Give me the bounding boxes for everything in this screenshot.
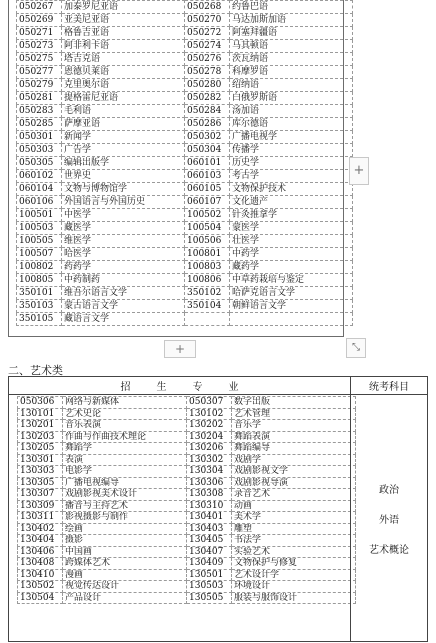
major-name: 传播学: [230, 144, 353, 157]
major-code: 130303: [18, 466, 63, 478]
table-row: [17, 196, 353, 209]
major-code: 050268: [185, 1, 230, 14]
majors-cell: [9, 395, 351, 642]
table-row: [17, 222, 353, 235]
major-name: 雕塑: [232, 523, 356, 535]
table-row: [18, 454, 356, 466]
add-row-button[interactable]: [164, 340, 196, 358]
table-row: [17, 92, 353, 105]
table-resize-handle[interactable]: [346, 338, 366, 358]
major-name: 藏医学: [62, 222, 185, 235]
major-name: 舞蹈编导: [232, 443, 356, 455]
major-name: 录音艺术: [232, 489, 356, 501]
major-name: 艺术设计学: [232, 569, 356, 581]
table-row: [17, 118, 353, 131]
major-code: 050273: [17, 40, 62, 53]
major-name: 哈医学: [62, 248, 185, 261]
art-major-list: [17, 396, 356, 604]
major-code: 050305: [17, 157, 62, 170]
major-code: 130503: [187, 581, 232, 593]
major-name: 绘画: [63, 523, 187, 535]
table-row: [17, 235, 353, 248]
major-code: 130405: [187, 535, 232, 547]
major-code: 130410: [18, 569, 63, 581]
major-name: 库尔德语: [230, 118, 353, 131]
major-name: 外国语言与外国历史: [62, 196, 185, 209]
major-name: 药药学: [62, 261, 185, 274]
major-code: 350103: [17, 300, 62, 313]
major-name: 新闻学: [62, 131, 185, 144]
major-name: 考古学: [230, 170, 353, 183]
table-row: [18, 500, 356, 512]
major-code: 050279: [17, 79, 62, 92]
major-name: 提格雷尼亚语: [62, 92, 185, 105]
table-row: [17, 157, 353, 170]
major-code: 130504: [18, 592, 63, 604]
table-row: [17, 287, 353, 300]
major-name: 维医学: [62, 235, 185, 248]
resize-icon: ⤡: [352, 342, 360, 353]
major-name: 格鲁吉亚语: [62, 27, 185, 40]
major-code: 100801: [185, 248, 230, 261]
major-name: 编辑出版学: [62, 157, 185, 170]
major-code: 130204: [187, 431, 232, 443]
major-name: 世界史: [62, 170, 185, 183]
major-code: 060101: [185, 157, 230, 170]
major-name: 中草药栽培与鉴定: [230, 274, 353, 287]
plus-icon: +: [353, 163, 365, 178]
major-code: 050272: [185, 27, 230, 40]
major-code: 050301: [17, 131, 62, 144]
major-name: 跨媒体艺术: [63, 558, 187, 570]
table-row: [18, 558, 356, 570]
major-code: 130310: [187, 500, 232, 512]
major-code: 130311: [18, 512, 63, 524]
major-code: 100506: [185, 235, 230, 248]
major-name: 戏剧影视文学: [232, 466, 356, 478]
major-name: 中国画: [63, 546, 187, 558]
major-code: 050277: [17, 66, 62, 79]
major-name: 美术学: [232, 512, 356, 524]
major-code: 050307: [187, 397, 232, 409]
table-row: [17, 274, 353, 287]
major-name: 维吾尔语言文学: [62, 287, 185, 300]
major-code: 060105: [185, 183, 230, 196]
major-code: 050282: [185, 92, 230, 105]
major-name: 服装与服饰设计: [232, 592, 356, 604]
add-column-button[interactable]: [349, 157, 369, 185]
major-code: 050278: [185, 66, 230, 79]
major-code: 060106: [17, 196, 62, 209]
table-row: [17, 144, 353, 157]
major-name: 亚美尼亚语: [62, 14, 185, 27]
major-code: [185, 313, 230, 326]
major-name: 艺术管理: [232, 408, 356, 420]
major-name: 播音与主持艺术: [63, 500, 187, 512]
art-majors-table-container: [8, 376, 428, 642]
major-name: 动画: [232, 500, 356, 512]
major-name: 广播电视编导: [63, 477, 187, 489]
table-row: [18, 397, 356, 409]
major-code: 130407: [187, 546, 232, 558]
header-majors: 招生专业: [9, 377, 351, 395]
major-code: 130307: [18, 489, 63, 501]
table-row: [17, 40, 353, 53]
table-row: [17, 105, 353, 118]
major-name: 电影学: [63, 466, 187, 478]
major-name: 中医学: [62, 209, 185, 222]
plus-icon: +: [174, 342, 186, 356]
major-code: 100501: [17, 209, 62, 222]
major-code: 100803: [185, 261, 230, 274]
major-code: 060103: [185, 170, 230, 183]
table-row: [17, 53, 353, 66]
major-code: 100802: [17, 261, 62, 274]
major-name: 藏语言文学: [62, 313, 185, 326]
major-code: 100503: [17, 222, 62, 235]
table-row: [18, 569, 356, 581]
major-name: 针灸推拿学: [230, 209, 353, 222]
table-row: [17, 300, 353, 313]
major-code: 130205: [18, 443, 63, 455]
major-code: 100806: [185, 274, 230, 287]
major-code: 050276: [185, 53, 230, 66]
major-code: 130201: [18, 420, 63, 432]
major-name: 文化遗产: [230, 196, 353, 209]
major-name: 艺术史论: [63, 408, 187, 420]
major-name: 恩德贝莱语: [62, 66, 185, 79]
major-name: 文物与博物馆学: [62, 183, 185, 196]
table-row: [17, 14, 353, 27]
major-code: 050267: [17, 1, 62, 14]
table-row: [18, 489, 356, 501]
major-code: 130304: [187, 466, 232, 478]
major-code: 050283: [17, 105, 62, 118]
major-code: 050302: [185, 131, 230, 144]
major-code: 100507: [17, 248, 62, 261]
major-name: 摄影: [63, 535, 187, 547]
table-row: [18, 535, 356, 547]
major-name: 环境设计: [232, 581, 356, 593]
table-row: [18, 512, 356, 524]
major-code: 130403: [187, 523, 232, 535]
table-row: [18, 477, 356, 489]
major-code: 130301: [18, 454, 63, 466]
major-code: 050281: [17, 92, 62, 105]
major-code: 130102: [187, 408, 232, 420]
top-table-container: [8, 0, 344, 337]
major-code: 050284: [185, 105, 230, 118]
major-code: 130308: [187, 489, 232, 501]
major-code: 100502: [185, 209, 230, 222]
table-row: [17, 1, 353, 14]
exam-subjects-cell: [351, 395, 428, 642]
major-name: 汤加语: [230, 105, 353, 118]
major-code: 130202: [187, 420, 232, 432]
major-name: 阿塞拜疆语: [230, 27, 353, 40]
major-code: 130402: [18, 523, 63, 535]
table-row: [17, 131, 353, 144]
major-code: 050304: [185, 144, 230, 157]
major-name: 书法学: [232, 535, 356, 547]
major-code: 350102: [185, 287, 230, 300]
major-code: 050280: [185, 79, 230, 92]
major-code: 130505: [187, 592, 232, 604]
major-name: 蒙古语言文学: [62, 300, 185, 313]
exam-subject: 外语: [379, 514, 399, 526]
major-code: 130501: [187, 569, 232, 581]
art-majors-table: [8, 376, 428, 642]
major-name: 毛利语: [62, 105, 185, 118]
table-row: [18, 523, 356, 535]
major-name: 壮医学: [230, 235, 353, 248]
major-code: 100505: [17, 235, 62, 248]
major-code: 130203: [18, 431, 63, 443]
table-row: [17, 261, 353, 274]
major-name: 科摩罗语: [230, 66, 353, 79]
major-name: 马其顿语: [230, 40, 353, 53]
major-name: 白俄罗斯语: [230, 92, 353, 105]
major-name: 舞蹈学: [63, 443, 187, 455]
major-code: 130406: [18, 546, 63, 558]
major-name: 绍纳语: [230, 79, 353, 92]
major-name: 数字出版: [232, 397, 356, 409]
table-row: [18, 581, 356, 593]
major-code: 350104: [185, 300, 230, 313]
major-code: 130206: [187, 443, 232, 455]
major-code: 050271: [17, 27, 62, 40]
major-name: 视觉传达设计: [63, 581, 187, 593]
major-name: 中药学: [230, 248, 353, 261]
major-code: 130306: [187, 477, 232, 489]
major-name: 漫画: [63, 569, 187, 581]
major-name: 克里奥尔语: [62, 79, 185, 92]
major-name: 舞蹈表演: [232, 431, 356, 443]
major-name: 马达加斯加语: [230, 14, 353, 27]
major-name: 加泰罗尼亚语: [62, 1, 185, 14]
major-code: 130502: [18, 581, 63, 593]
major-code: 050303: [17, 144, 62, 157]
table-row: [18, 420, 356, 432]
major-name: 广告学: [62, 144, 185, 157]
table-row: [17, 170, 353, 183]
major-name: 藏药学: [230, 261, 353, 274]
major-name: 实验艺术: [232, 546, 356, 558]
major-code: 050274: [185, 40, 230, 53]
major-code-table-continued: [16, 0, 353, 326]
major-name: 作曲与作曲技术理论: [63, 431, 187, 443]
table-row: [18, 592, 356, 604]
major-code: 060104: [17, 183, 62, 196]
major-code: 100504: [185, 222, 230, 235]
major-name: 广播电视学: [230, 131, 353, 144]
exam-subject: 艺术概论: [369, 544, 409, 556]
major-name: 音乐学: [232, 420, 356, 432]
major-code: 060102: [17, 170, 62, 183]
table-row: [17, 79, 353, 92]
major-code: 130309: [18, 500, 63, 512]
table-row: [17, 66, 353, 79]
major-name: 约鲁巴语: [230, 1, 353, 14]
major-name: 戏剧影视美术设计: [63, 489, 187, 501]
major-code: 050275: [17, 53, 62, 66]
major-code: 130305: [18, 477, 63, 489]
major-name: 文物保护技术: [230, 183, 353, 196]
major-name: 萨摩亚语: [62, 118, 185, 131]
header-exam-subjects: 统考科目: [351, 377, 428, 395]
table-row: [17, 248, 353, 261]
major-name: 网络与新媒体: [63, 397, 187, 409]
major-code: 350105: [17, 313, 62, 326]
major-name: 戏剧影视导演: [232, 477, 356, 489]
major-code: 100805: [17, 274, 62, 287]
table-row: [17, 313, 353, 326]
major-name: [230, 313, 353, 326]
major-name: 戏剧学: [232, 454, 356, 466]
major-code: 130409: [187, 558, 232, 570]
major-name: 中药制药: [62, 274, 185, 287]
major-name: 音乐表演: [63, 420, 187, 432]
major-name: 阿非利卡语: [62, 40, 185, 53]
major-name: 产品设计: [63, 592, 187, 604]
major-code: 050270: [185, 14, 230, 27]
major-code: 050306: [18, 397, 63, 409]
major-code: 130101: [18, 408, 63, 420]
section-heading: 二、艺术类: [8, 364, 63, 377]
major-code: 130404: [18, 535, 63, 547]
major-code: 050286: [185, 118, 230, 131]
exam-subject: 政治: [379, 484, 399, 496]
major-code: 350101: [17, 287, 62, 300]
major-name: 表演: [63, 454, 187, 466]
major-name: 茨瓦纳语: [230, 53, 353, 66]
table-row: [17, 27, 353, 40]
table-row: [18, 408, 356, 420]
major-code: 050269: [17, 14, 62, 27]
major-code: 050285: [17, 118, 62, 131]
table-row: [18, 466, 356, 478]
table-row: [18, 431, 356, 443]
major-code: 130408: [18, 558, 63, 570]
table-row: [17, 183, 353, 196]
major-name: 塔吉克语: [62, 53, 185, 66]
major-name: 朝鲜语言文学: [230, 300, 353, 313]
major-code: 130401: [187, 512, 232, 524]
major-code: 060107: [185, 196, 230, 209]
table-row: [18, 546, 356, 558]
major-name: 哈萨克语言文学: [230, 287, 353, 300]
major-code: 130302: [187, 454, 232, 466]
major-name: 文物保护与修复: [232, 558, 356, 570]
major-name: 历史学: [230, 157, 353, 170]
table-row: [17, 209, 353, 222]
table-row: [18, 443, 356, 455]
major-name: 蒙医学: [230, 222, 353, 235]
major-name: 影视摄影与制作: [63, 512, 187, 524]
